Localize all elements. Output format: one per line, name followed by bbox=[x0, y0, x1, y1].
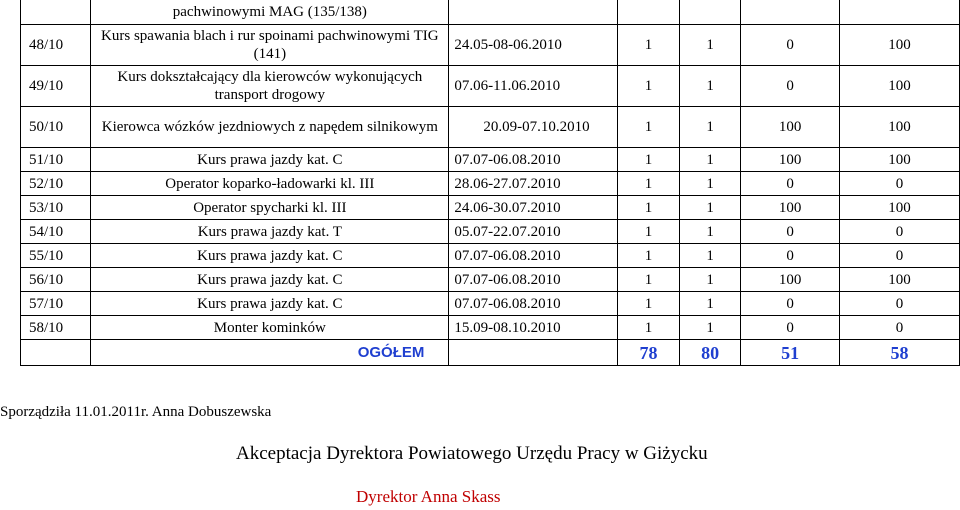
table-row bbox=[21, 316, 960, 340]
cell-name: Kierowca wózków jezdniowych z napędem silnikowym bbox=[91, 107, 449, 148]
cell-b: 1 bbox=[679, 220, 741, 244]
cell-d: 0 bbox=[839, 172, 959, 196]
cell-d: 100 bbox=[839, 107, 959, 148]
cell-b bbox=[679, 0, 741, 25]
cell-date bbox=[449, 340, 618, 366]
cell-d: 100 bbox=[839, 25, 959, 66]
table-row bbox=[21, 268, 960, 292]
cell-date bbox=[449, 0, 618, 25]
cell-name: Kurs spawania blach i rur spoinami pachwinowymi TIG (141) bbox=[91, 25, 449, 66]
cell-c: 0 bbox=[741, 172, 839, 196]
cell-c bbox=[741, 0, 839, 25]
cell-a: 1 bbox=[618, 66, 680, 107]
total-c: 51 bbox=[741, 340, 839, 366]
table-row bbox=[21, 148, 960, 172]
cell-a: 1 bbox=[618, 148, 680, 172]
cell-date: 28.06-27.07.2010 bbox=[449, 172, 618, 196]
cell-name: Kurs prawa jazdy kat. C bbox=[91, 244, 449, 268]
table-row bbox=[21, 220, 960, 244]
cell-c: 100 bbox=[741, 107, 839, 148]
cell-d: 100 bbox=[839, 66, 959, 107]
cell-a: 1 bbox=[618, 107, 680, 148]
cell-a: 1 bbox=[618, 220, 680, 244]
cell-name: Kurs prawa jazdy kat. T bbox=[91, 220, 449, 244]
cell-date: 07.07-06.08.2010 bbox=[449, 148, 618, 172]
cell-date: 05.07-22.07.2010 bbox=[449, 220, 618, 244]
cell-name: Kurs prawa jazdy kat. C bbox=[91, 148, 449, 172]
cell-date: 15.09-08.10.2010 bbox=[449, 316, 618, 340]
total-label: OGÓŁEM bbox=[91, 340, 449, 366]
cell-b: 1 bbox=[679, 292, 741, 316]
cell-nr: 54/10 bbox=[21, 220, 91, 244]
cell-a: 1 bbox=[618, 172, 680, 196]
cell-a: 1 bbox=[618, 292, 680, 316]
table-row bbox=[21, 25, 960, 66]
cell-a bbox=[618, 0, 680, 25]
cell-d: 100 bbox=[839, 196, 959, 220]
cell-nr: 48/10 bbox=[21, 25, 91, 66]
cell-date: 07.07-06.08.2010 bbox=[449, 268, 618, 292]
cell-c: 0 bbox=[741, 244, 839, 268]
cell-name: Operator koparko-ładowarki kl. III bbox=[91, 172, 449, 196]
table-row-fragment bbox=[21, 0, 960, 25]
cell-c: 0 bbox=[741, 316, 839, 340]
total-a: 78 bbox=[618, 340, 680, 366]
cell-b: 1 bbox=[679, 316, 741, 340]
cell-nr: 55/10 bbox=[21, 244, 91, 268]
cell-nr: 53/10 bbox=[21, 196, 91, 220]
cell-a: 1 bbox=[618, 196, 680, 220]
courses-table bbox=[20, 0, 960, 366]
cell-a: 1 bbox=[618, 316, 680, 340]
cell-name: pachwinowymi MAG (135/138) bbox=[91, 0, 449, 25]
cell-d: 0 bbox=[839, 220, 959, 244]
cell-b: 1 bbox=[679, 148, 741, 172]
cell-date: 24.05-08-06.2010 bbox=[449, 25, 618, 66]
cell-b: 1 bbox=[679, 66, 741, 107]
cell-name: Operator spycharki kl. III bbox=[91, 196, 449, 220]
cell-name: Monter kominków bbox=[91, 316, 449, 340]
cell-date: 20.09-07.10.2010 bbox=[449, 107, 618, 148]
cell-nr: 56/10 bbox=[21, 268, 91, 292]
cell-d: 100 bbox=[839, 148, 959, 172]
director-text: Dyrektor Anna Skass bbox=[356, 487, 501, 506]
cell-nr: 49/10 bbox=[21, 66, 91, 107]
cell-d: 100 bbox=[839, 268, 959, 292]
table-row bbox=[21, 66, 960, 107]
cell-c: 100 bbox=[741, 148, 839, 172]
cell-nr: 52/10 bbox=[21, 172, 91, 196]
table-row bbox=[21, 172, 960, 196]
total-b: 80 bbox=[679, 340, 741, 366]
table-row bbox=[21, 244, 960, 268]
cell-date: 07.07-06.08.2010 bbox=[449, 292, 618, 316]
cell-d bbox=[839, 0, 959, 25]
cell-nr: 50/10 bbox=[21, 107, 91, 148]
cell-name: Kurs prawa jazdy kat. C bbox=[91, 292, 449, 316]
cell-nr bbox=[21, 0, 91, 25]
cell-b: 1 bbox=[679, 244, 741, 268]
table-row bbox=[21, 196, 960, 220]
cell-a: 1 bbox=[618, 25, 680, 66]
total-row bbox=[21, 340, 960, 366]
cell-b: 1 bbox=[679, 268, 741, 292]
cell-b: 1 bbox=[679, 25, 741, 66]
table-row bbox=[21, 292, 960, 316]
cell-date: 07.07-06.08.2010 bbox=[449, 244, 618, 268]
courses-table-body bbox=[21, 0, 960, 366]
cell-d: 0 bbox=[839, 292, 959, 316]
cell-c: 0 bbox=[741, 220, 839, 244]
cell-d: 0 bbox=[839, 244, 959, 268]
cell-name: Kurs dokształcający dla kierowców wykonujących transport drogowy bbox=[91, 66, 449, 107]
acceptance-text: Akceptacja Dyrektora Powiatowego Urzędu Pracy w Giżycku bbox=[236, 443, 708, 464]
cell-c: 0 bbox=[741, 66, 839, 107]
cell-d: 0 bbox=[839, 316, 959, 340]
cell-c: 0 bbox=[741, 292, 839, 316]
cell-a: 1 bbox=[618, 268, 680, 292]
total-d: 58 bbox=[839, 340, 959, 366]
cell-name: Kurs prawa jazdy kat. C bbox=[91, 268, 449, 292]
cell-nr: 57/10 bbox=[21, 292, 91, 316]
cell-date: 24.06-30.07.2010 bbox=[449, 196, 618, 220]
cell-nr: 58/10 bbox=[21, 316, 91, 340]
cell-c: 100 bbox=[741, 268, 839, 292]
prepared-by-text: Sporządziła 11.01.2011r. Anna Dobuszewska bbox=[0, 404, 272, 420]
cell-a: 1 bbox=[618, 244, 680, 268]
cell-b: 1 bbox=[679, 107, 741, 148]
cell-b: 1 bbox=[679, 172, 741, 196]
cell-nr: 51/10 bbox=[21, 148, 91, 172]
cell-date: 07.06-11.06.2010 bbox=[449, 66, 618, 107]
cell-c: 100 bbox=[741, 196, 839, 220]
table-row bbox=[21, 107, 960, 148]
cell-c: 0 bbox=[741, 25, 839, 66]
cell-nr bbox=[21, 340, 91, 366]
cell-b: 1 bbox=[679, 196, 741, 220]
